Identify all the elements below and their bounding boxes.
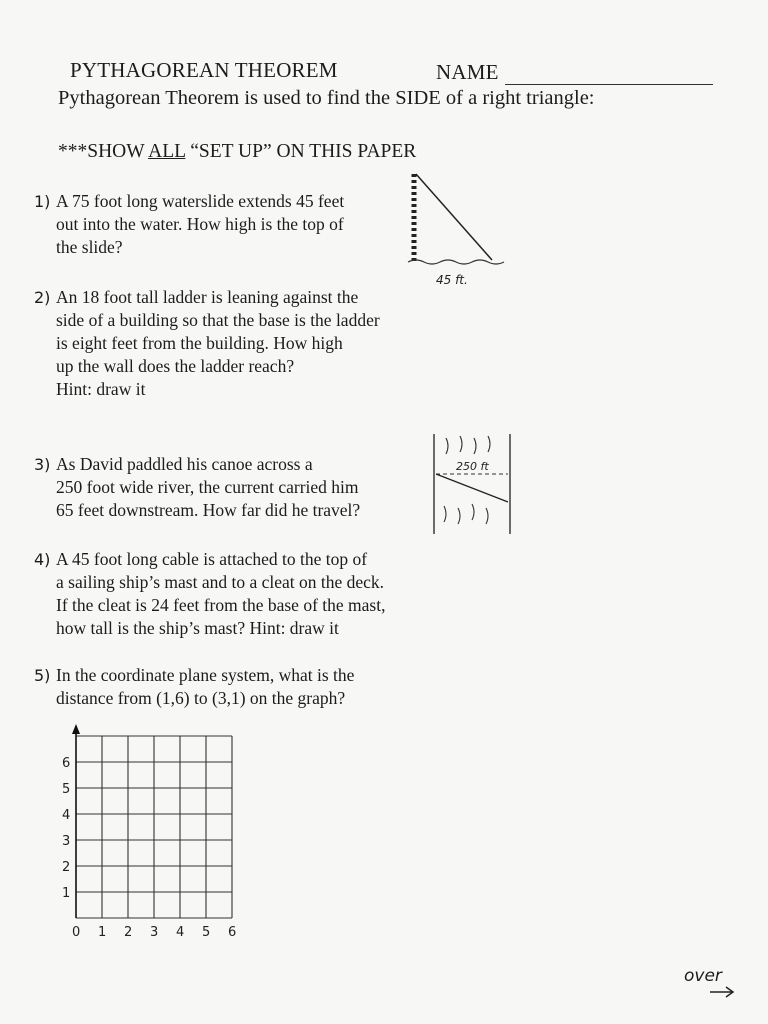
problem-2-text (56, 286, 380, 401)
y-tick-labels (62, 756, 70, 901)
problem-4-line: a sailing ship’s mast and to a cleat on the deck. (56, 572, 385, 592)
problem-4-text (56, 548, 385, 640)
worksheet-title: PYTHAGOREAN THEOREM (70, 58, 338, 82)
y-tick-label: 4 (62, 808, 71, 823)
waterslide-diagram (404, 168, 514, 293)
river-current-top (446, 436, 490, 454)
problem-3-text (56, 453, 360, 522)
canoe-path (436, 474, 508, 502)
y-tick-label: 6 (62, 756, 71, 771)
grid-lines (76, 736, 232, 918)
problem-1-line: out into the water. How high is the top of (56, 214, 344, 234)
instruction-prefix: ***SHOW (58, 141, 149, 162)
river-current-bottom (444, 504, 488, 524)
slide-base-label: 45 ft. (436, 273, 468, 287)
instruction-line (58, 140, 416, 164)
problem-4-line: A 45 foot long cable is attached to the top of (56, 549, 368, 569)
y-tick-label: 1 (62, 886, 71, 901)
problem-3-line: As David paddled his canoe across a (56, 454, 313, 474)
problem-2-line: An 18 foot tall ladder is leaning against the (56, 287, 359, 307)
water-wave (408, 260, 504, 264)
problem-1-line: the slide? (56, 237, 123, 257)
problem-1-text (56, 190, 344, 259)
problem-1-line: A 75 foot long waterslide extends 45 feet (56, 191, 345, 211)
problem-2-line: Hint: draw it (56, 379, 146, 399)
problem-4-line: how tall is the ship’s mast? Hint: draw it (56, 618, 339, 638)
x-tick-label: 5 (202, 925, 211, 940)
x-tick-label: 4 (176, 925, 185, 940)
x-tick-label: 6 (228, 925, 237, 940)
problem-2-line: side of a building so that the base is the ladder (56, 310, 380, 330)
river-diagram (426, 430, 518, 540)
problem-1-number: 1) (34, 192, 51, 211)
problem-2-line: is eight feet from the building. How high (56, 333, 343, 353)
y-tick-label: 3 (62, 834, 71, 849)
problem-3-line: 250 foot wide river, the current carried him (56, 477, 359, 497)
y-axis-arrow-icon (72, 724, 80, 734)
slide-hypotenuse (416, 174, 492, 260)
problem-5-line: In the coordinate plane system, what is the (56, 665, 355, 685)
name-label: NAME (436, 60, 499, 84)
x-tick-label: 3 (150, 925, 159, 940)
y-tick-label: 2 (62, 860, 71, 875)
worksheet-subtitle: Pythagorean Theorem is used to find the SIDE of a right triangle: (58, 87, 595, 109)
problem-3-line: 65 feet downstream. How far did he travel? (56, 500, 361, 520)
problem-4-line: If the cleat is 24 feet from the base of the mast, (56, 595, 386, 615)
problem-5-line: distance from (1,6) to (3,1) on the graph? (56, 688, 346, 708)
problem-3-number: 3) (34, 455, 51, 474)
instruction-suffix: “SET UP” ON THIS PAPER (185, 141, 417, 162)
x-tick-label: 0 (72, 925, 81, 940)
problem-5-text (56, 664, 354, 710)
instruction-emphasis: ALL (148, 141, 186, 162)
over-label: over (684, 966, 722, 986)
x-tick-label: 1 (98, 925, 107, 940)
y-tick-label: 5 (62, 782, 71, 797)
arrow-right-icon (700, 984, 740, 1000)
coordinate-grid[interactable] (50, 722, 260, 942)
name-field[interactable] (505, 84, 713, 85)
problem-2-number: 2) (34, 288, 51, 307)
problem-4-number: 4) (34, 550, 51, 569)
river-width-label: 250 ft (456, 460, 489, 473)
x-tick-label: 2 (124, 925, 133, 940)
x-tick-labels (72, 925, 236, 940)
problem-5-number: 5) (34, 666, 51, 685)
problem-2-line: up the wall does the ladder reach? (56, 356, 295, 376)
